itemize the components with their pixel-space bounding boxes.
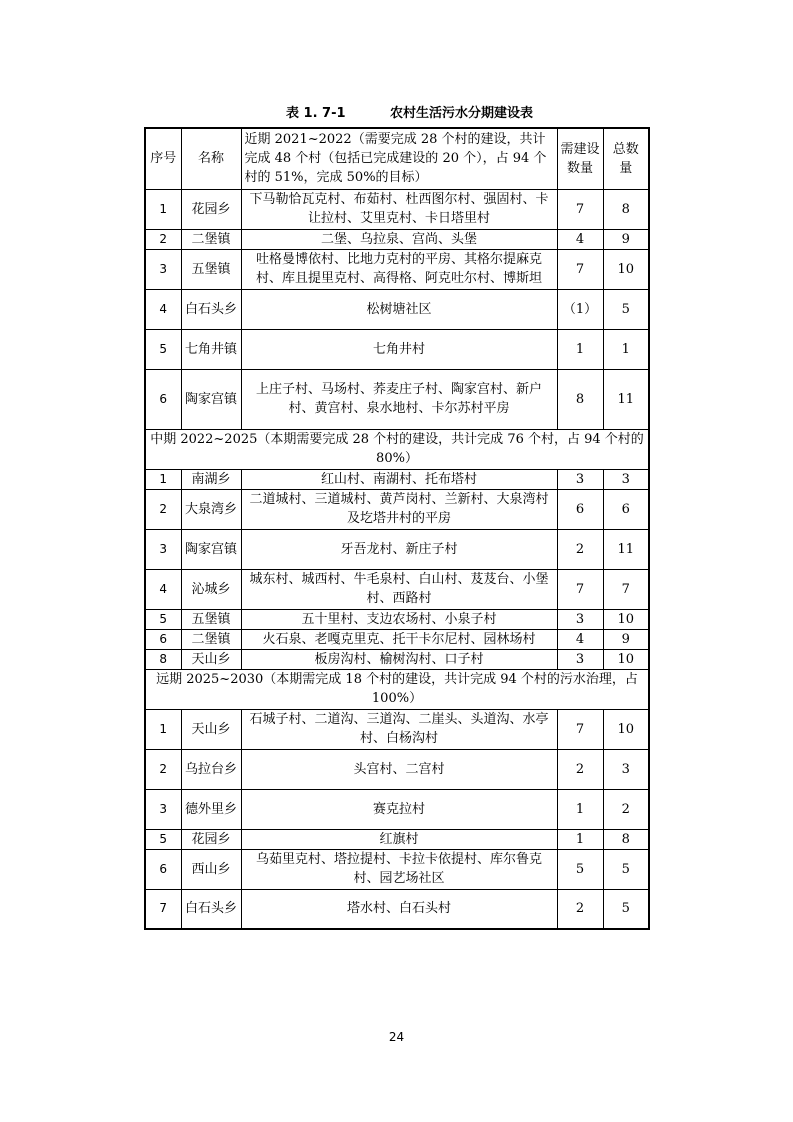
header-need: 需建设数量 xyxy=(557,128,603,189)
row-need-count: 1 xyxy=(557,329,603,369)
table-row xyxy=(145,709,649,749)
row-township: 沁城乡 xyxy=(181,569,241,609)
table-title: 农村生活污水分期建设表 xyxy=(390,106,534,121)
row-township: 大泉湾乡 xyxy=(181,489,241,529)
row-villages: 五十里村、支边农场村、小泉子村 xyxy=(241,609,557,629)
row-seq: 3 xyxy=(145,529,181,569)
row-total-count: 8 xyxy=(603,189,649,229)
row-township: 天山乡 xyxy=(181,709,241,749)
row-total-count: 10 xyxy=(603,709,649,749)
row-need-count: 3 xyxy=(557,609,603,629)
row-need-count: 5 xyxy=(557,849,603,889)
table-number: 表 1. 7-1 xyxy=(286,106,346,121)
header-seq: 序号 xyxy=(145,128,181,189)
row-seq: 2 xyxy=(145,229,181,249)
table-row xyxy=(145,189,649,229)
table-row xyxy=(145,369,649,429)
row-need-count: 4 xyxy=(557,629,603,649)
header-row xyxy=(145,128,649,189)
row-total-count: 1 xyxy=(603,329,649,369)
row-need-count: 2 xyxy=(557,529,603,569)
row-total-count: 10 xyxy=(603,609,649,629)
row-seq: 7 xyxy=(145,889,181,929)
row-township: 天山乡 xyxy=(181,649,241,669)
row-total-count: 11 xyxy=(603,369,649,429)
row-need-count: 2 xyxy=(557,889,603,929)
row-villages: 二道城村、三道城村、黄芦岗村、兰新村、大泉湾村及圪塔井村的平房 xyxy=(241,489,557,529)
row-seq: 1 xyxy=(145,469,181,489)
row-need-count: 6 xyxy=(557,489,603,529)
row-seq: 6 xyxy=(145,369,181,429)
row-villages: 赛克拉村 xyxy=(241,789,557,829)
table-row xyxy=(145,289,649,329)
row-villages: 松树塘社区 xyxy=(241,289,557,329)
header-name: 名称 xyxy=(181,128,241,189)
table-row xyxy=(145,609,649,629)
row-need-count: 1 xyxy=(557,829,603,849)
table-row xyxy=(145,629,649,649)
row-township: 二堡镇 xyxy=(181,229,241,249)
row-villages: 城东村、城西村、牛毛泉村、白山村、芨芨台、小堡村、西路村 xyxy=(241,569,557,609)
row-township: 五堡镇 xyxy=(181,609,241,629)
row-seq: 3 xyxy=(145,249,181,289)
row-villages: 塔水村、白石头村 xyxy=(241,889,557,929)
row-need-count: 3 xyxy=(557,469,603,489)
row-total-count: 9 xyxy=(603,629,649,649)
row-seq: 2 xyxy=(145,749,181,789)
row-need-count: 7 xyxy=(557,249,603,289)
row-township: 白石头乡 xyxy=(181,289,241,329)
row-need-count: 7 xyxy=(557,189,603,229)
row-total-count: 10 xyxy=(603,249,649,289)
row-seq: 5 xyxy=(145,609,181,629)
table-row xyxy=(145,529,649,569)
table-row xyxy=(145,569,649,609)
row-villages: 石城子村、二道沟、三道沟、二崖头、头道沟、水亭村、白杨沟村 xyxy=(241,709,557,749)
row-total-count: 5 xyxy=(603,889,649,929)
row-township: 陶家宫镇 xyxy=(181,529,241,569)
table-row xyxy=(145,789,649,829)
table-row xyxy=(145,489,649,529)
row-seq: 1 xyxy=(145,709,181,749)
row-villages: 吐格曼博依村、比地力克村的平房、其格尔提麻克村、库且提里克村、高得格、阿克吐尔村、博斯坦 xyxy=(241,249,557,289)
row-villages: 二堡、乌拉泉、宫尚、头堡 xyxy=(241,229,557,249)
row-township: 乌拉台乡 xyxy=(181,749,241,789)
row-township: 花园乡 xyxy=(181,829,241,849)
row-township: 西山乡 xyxy=(181,849,241,889)
row-total-count: 6 xyxy=(603,489,649,529)
row-villages: 上庄子村、马场村、荞麦庄子村、陶家宫村、新户村、黄宫村、泉水地村、卡尔苏村平房 xyxy=(241,369,557,429)
row-seq: 4 xyxy=(145,569,181,609)
page-number: 24 xyxy=(388,1030,405,1044)
row-seq: 5 xyxy=(145,329,181,369)
row-township: 五堡镇 xyxy=(181,249,241,289)
row-total-count: 3 xyxy=(603,749,649,789)
row-total-count: 5 xyxy=(603,289,649,329)
long-term-section-title-row xyxy=(145,669,649,709)
row-villages: 下马勒恰瓦克村、布茹村、杜西图尔村、强固村、卡让拉村、艾里克村、卡日塔里村 xyxy=(241,189,557,229)
row-villages: 乌茹里克村、塔拉提村、卡拉卡依提村、库尔鲁克村、园艺场社区 xyxy=(241,849,557,889)
row-villages: 红山村、南湖村、托布塔村 xyxy=(241,469,557,489)
row-total-count: 5 xyxy=(603,849,649,889)
row-township: 南湖乡 xyxy=(181,469,241,489)
row-seq: 3 xyxy=(145,789,181,829)
row-township: 白石头乡 xyxy=(181,889,241,929)
row-seq: 6 xyxy=(145,629,181,649)
row-township: 德外里乡 xyxy=(181,789,241,829)
table-row xyxy=(145,889,649,929)
row-township: 七角井镇 xyxy=(181,329,241,369)
header-total: 总数量 xyxy=(603,128,649,189)
row-villages: 七角井村 xyxy=(241,329,557,369)
row-seq: 6 xyxy=(145,849,181,889)
row-seq: 2 xyxy=(145,489,181,529)
row-total-count: 2 xyxy=(603,789,649,829)
row-need-count: 4 xyxy=(557,229,603,249)
row-villages: 头宫村、二宫村 xyxy=(241,749,557,789)
row-need-count: （1） xyxy=(557,289,603,329)
row-villages: 板房沟村、榆树沟村、口子村 xyxy=(241,649,557,669)
table-row xyxy=(145,469,649,489)
row-total-count: 7 xyxy=(603,569,649,609)
row-need-count: 8 xyxy=(557,369,603,429)
row-villages: 牙吾龙村、新庄子村 xyxy=(241,529,557,569)
row-villages: 火石泉、老嘎克里克、托干卡尔尼村、园林场村 xyxy=(241,629,557,649)
table-row xyxy=(145,229,649,249)
table-row xyxy=(145,849,649,889)
row-total-count: 8 xyxy=(603,829,649,849)
row-total-count: 3 xyxy=(603,469,649,489)
table-row xyxy=(145,749,649,789)
row-total-count: 9 xyxy=(603,229,649,249)
row-seq: 8 xyxy=(145,649,181,669)
row-seq: 1 xyxy=(145,189,181,229)
row-township: 花园乡 xyxy=(181,189,241,229)
row-need-count: 7 xyxy=(557,709,603,749)
header-period: 近期 2021~2022（需要完成 28 个村的建设，共计完成 48 个村（包括已完成建设的 20 个），占 94 个村的 51%，完成 50%的目标） xyxy=(241,128,557,189)
row-total-count: 11 xyxy=(603,529,649,569)
row-villages: 红旗村 xyxy=(241,829,557,849)
row-need-count: 1 xyxy=(557,789,603,829)
mid-term-section-title-row xyxy=(145,429,649,469)
row-seq: 5 xyxy=(145,829,181,849)
table-row xyxy=(145,329,649,369)
row-total-count: 10 xyxy=(603,649,649,669)
row-seq: 4 xyxy=(145,289,181,329)
construction-schedule-table xyxy=(144,127,650,930)
row-township: 陶家宫镇 xyxy=(181,369,241,429)
mid-term-section-title: 中期 2022~2025（本期需要完成 28 个村的建设，共计完成 76 个村，占 94 个村的 80%） xyxy=(145,429,649,469)
long-term-section-title: 远期 2025~2030（本期需完成 18 个村的建设，共计完成 94 个村的污水治理，占 100%） xyxy=(145,669,649,709)
row-township: 二堡镇 xyxy=(181,629,241,649)
table-row xyxy=(145,649,649,669)
row-need-count: 3 xyxy=(557,649,603,669)
row-need-count: 7 xyxy=(557,569,603,609)
table-row xyxy=(145,249,649,289)
row-need-count: 2 xyxy=(557,749,603,789)
table-row xyxy=(145,829,649,849)
